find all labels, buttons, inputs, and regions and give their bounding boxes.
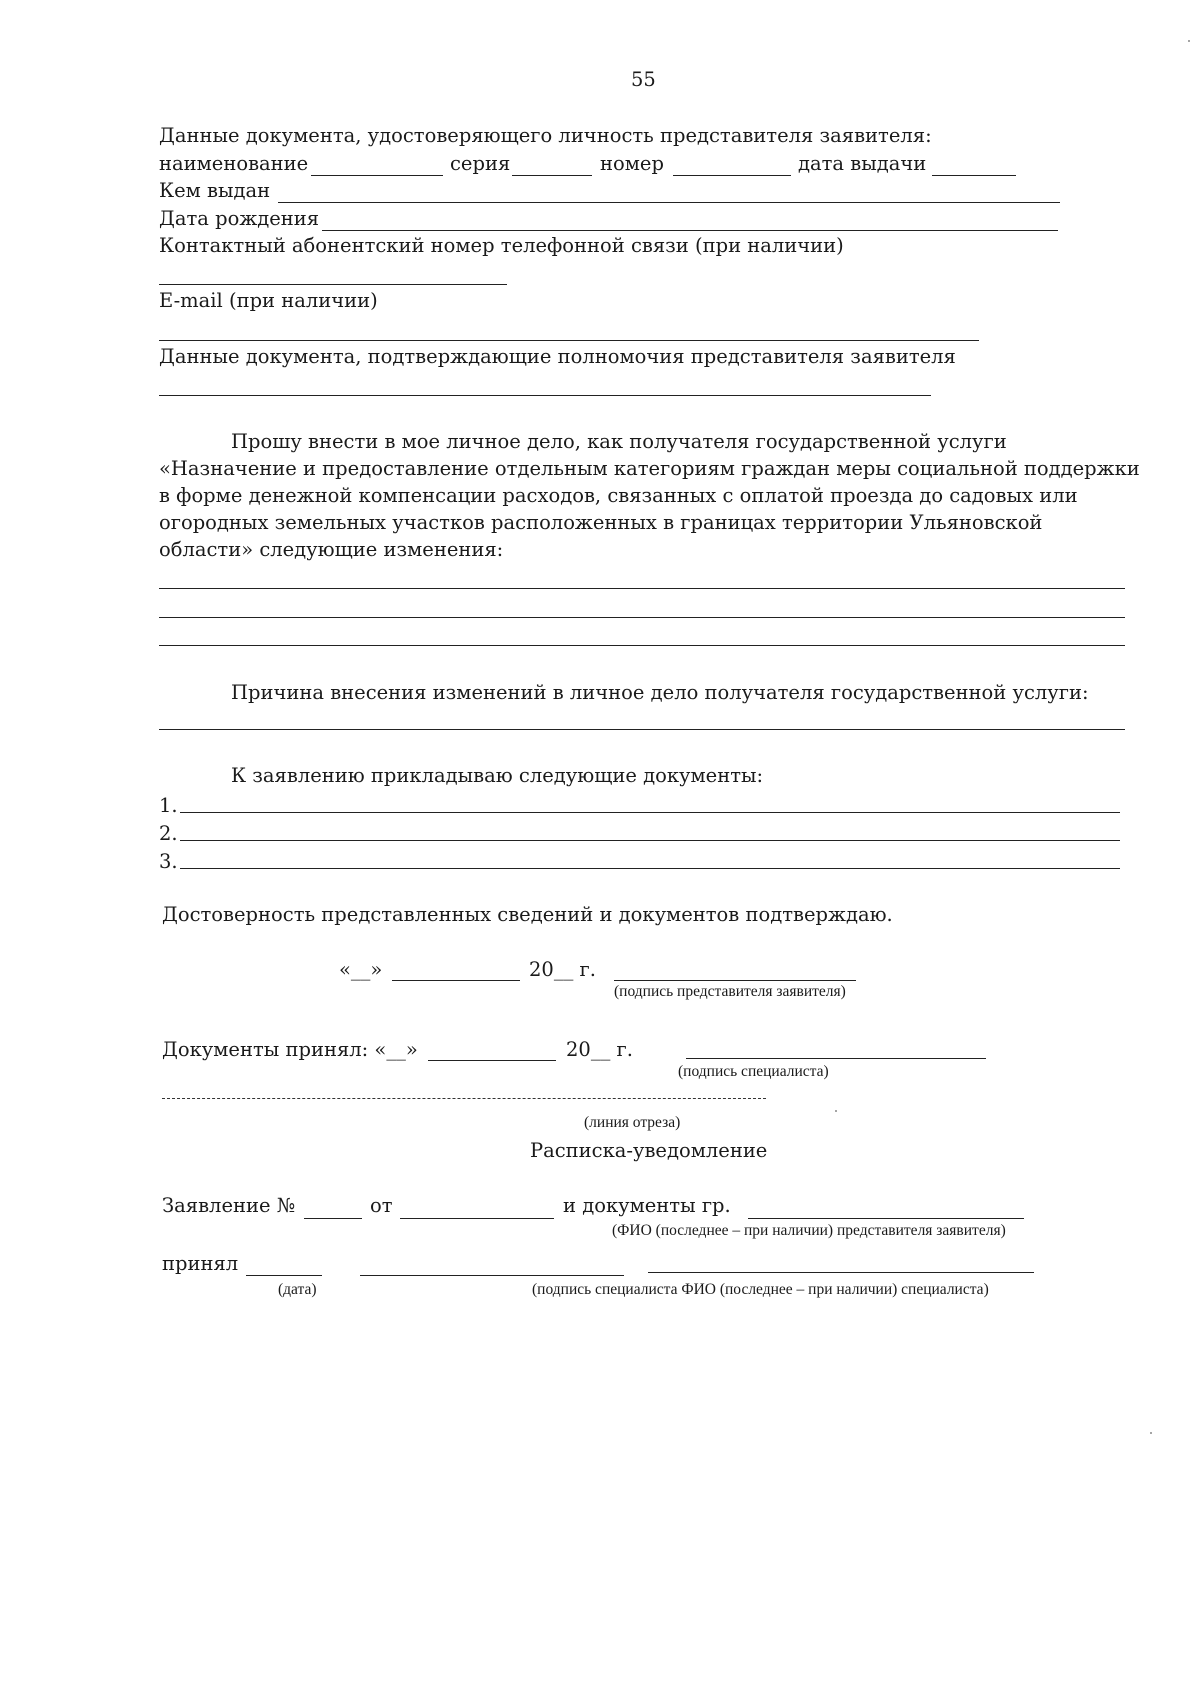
attachment-field-2[interactable]: [180, 840, 1120, 841]
specialist-signature-caption: (подпись специалиста): [678, 1063, 829, 1080]
scan-speck: [835, 1110, 837, 1112]
cut-line-caption: (линия отреза): [584, 1114, 681, 1131]
receipt-specialist-signature-field[interactable]: [360, 1275, 624, 1276]
request-line-1: Прошу внести в мое личное дело, как получателя государственной услуги: [231, 430, 1007, 453]
receipt-accepted-label: принял: [162, 1252, 239, 1275]
issued-by-label: Кем выдан: [159, 179, 271, 202]
accepted-label: Документы принял: «__»: [162, 1038, 418, 1061]
attachment-field-3[interactable]: [180, 868, 1120, 869]
page-number: 55: [631, 68, 656, 91]
request-line-3: в форме денежной компенсации расходов, связанных с оплатой проезда до садовых или: [159, 484, 1078, 507]
rep-id-number-field[interactable]: [673, 175, 791, 176]
rep-id-series-label: серия: [450, 152, 511, 175]
receipt-from-label: от: [370, 1194, 393, 1217]
rep-id-name-label: наименование: [159, 152, 309, 175]
phone-field[interactable]: [159, 284, 507, 285]
rep-id-number-label: номер: [600, 152, 664, 175]
reason-field[interactable]: [159, 729, 1125, 730]
email-field[interactable]: [159, 340, 979, 341]
receipt-statement-label: Заявление №: [162, 1194, 296, 1217]
attachment-field-1[interactable]: [180, 812, 1120, 813]
receipt-specialist-caption: (подпись специалиста ФИО (последнее – при наличии) специалиста): [532, 1281, 989, 1298]
rep-signature-field[interactable]: [614, 980, 856, 981]
receipt-title: Расписка-уведомление: [530, 1139, 768, 1162]
authority-doc-field[interactable]: [159, 395, 931, 396]
confirmation-day: «__»: [339, 958, 383, 981]
receipt-date-field[interactable]: [246, 1275, 322, 1276]
confirmation-month-field[interactable]: [392, 980, 520, 981]
specialist-signature-field[interactable]: [686, 1058, 986, 1059]
attachment-number-1: 1.: [159, 794, 178, 817]
rep-id-heading: Данные документа, удостоверяющего личность представителя заявителя:: [159, 124, 932, 147]
rep-id-issue-date-label: дата выдачи: [798, 152, 927, 175]
authority-doc-label: Данные документа, подтверждающие полномочия представителя заявителя: [159, 345, 956, 368]
rep-signature-caption: (подпись представителя заявителя): [614, 983, 846, 1000]
request-line-5: области» следующие изменения:: [159, 538, 504, 561]
changes-field-3[interactable]: [159, 645, 1125, 646]
receipt-from-date-field[interactable]: [400, 1218, 554, 1219]
confirmation-text: Достоверность представленных сведений и документов подтверждаю.: [162, 903, 893, 926]
receipt-specialist-fio-field[interactable]: [648, 1272, 1034, 1273]
attachment-number-2: 2.: [159, 822, 178, 845]
rep-id-series-field[interactable]: [512, 175, 592, 176]
request-line-4: огородных земельных участков расположенных в границах территории Ульяновской: [159, 511, 1043, 534]
confirmation-year: 20__ г.: [529, 958, 596, 981]
cut-line: [162, 1098, 766, 1099]
reason-label: Причина внесения изменений в личное дело получателя государственной услуги:: [231, 681, 1089, 704]
birth-date-label: Дата рождения: [159, 207, 320, 230]
request-line-2: «Назначение и предоставление отдельным категориям граждан меры социальной поддержки: [159, 457, 1140, 480]
issued-by-field[interactable]: [278, 202, 1060, 203]
receipt-fio-field[interactable]: [748, 1218, 1024, 1219]
scan-speck: [1150, 1432, 1152, 1434]
rep-id-name-field[interactable]: [311, 175, 443, 176]
email-label: E-mail (при наличии): [159, 289, 378, 312]
scan-speck: [1188, 40, 1190, 42]
receipt-docs-label: и документы гр.: [563, 1194, 731, 1217]
accepted-year: 20__ г.: [566, 1038, 633, 1061]
changes-field-2[interactable]: [159, 617, 1125, 618]
attachment-number-3: 3.: [159, 850, 178, 873]
receipt-fio-caption: (ФИО (последнее – при наличии) представителя заявителя): [612, 1222, 1006, 1239]
accepted-month-field[interactable]: [428, 1060, 556, 1061]
changes-field-1[interactable]: [159, 588, 1125, 589]
rep-id-issue-date-field[interactable]: [932, 175, 1016, 176]
attachments-label: К заявлению прикладываю следующие документы:: [231, 764, 764, 787]
birth-date-field[interactable]: [322, 230, 1058, 231]
receipt-date-caption: (дата): [278, 1281, 317, 1298]
phone-label: Контактный абонентский номер телефонной связи (при наличии): [159, 234, 844, 257]
receipt-statement-number-field[interactable]: [304, 1218, 362, 1219]
